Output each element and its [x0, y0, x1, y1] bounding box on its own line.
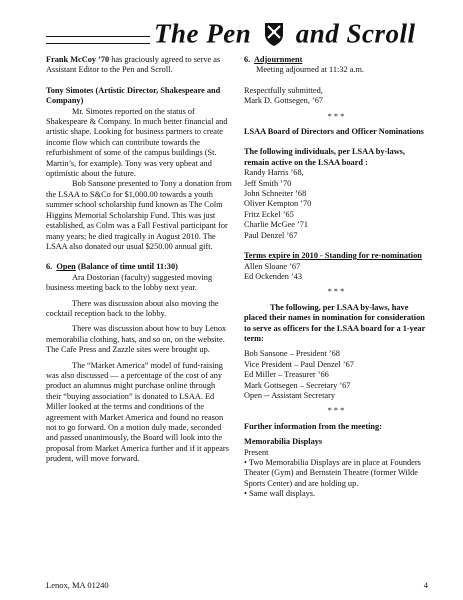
open-paragraph-2: There was discussion about also moving the cocktail reception back to the lobby. [46, 298, 219, 318]
remain-item: Paul Denzel ’67 [244, 230, 298, 240]
left-column [46, 55, 232, 465]
signoff-line-2: Mark D. Gottsegen, ’67 [244, 96, 324, 106]
remain-item: John Schneiter ’68 [244, 189, 307, 199]
open-number: 6. [46, 262, 53, 272]
nominated-item: Mark Gottsegen – Secretary ’67 [244, 380, 351, 390]
nominated-item: Ed Miller – Treasurer ’66 [244, 370, 329, 380]
memorabilia-bullet-2: • Same wall displays. [244, 489, 316, 499]
nominated-item: Bob Sansone – President ’68 [244, 349, 340, 359]
board-heading: LSAA Board of Directors and Officer Nominations [244, 127, 424, 137]
remain-item: Oliver Kempton ’70 [244, 199, 312, 209]
remain-item: Fritz Eckel ’65 [244, 209, 294, 219]
simotes-paragraph-1: Mr. Simotes reported on the status of Shakespeare & Company. In much better financial and artistic shape. Looking for business partners to create income flow which can contribute towards the refurbishment of some of the campus buildings (St. Martin’s, for example). Tony was very upbeat and optimistic about the future. [46, 106, 228, 179]
nominated-item: Open -- Assistant Secretary [244, 390, 336, 400]
masthead-title [154, 16, 424, 49]
masthead [46, 14, 424, 50]
remain-item: Jeff Smith ’70 [244, 178, 292, 188]
simotes-heading: Tony Simotes (Artistic Director, Shakespeare and Company) [46, 85, 221, 106]
page-number: 4 [423, 580, 428, 590]
memorabilia-status: Present [244, 447, 269, 457]
open-paragraph-4: The “Market America” model of fund-raising was also discussed — a percentage of the cost of any product an alumnus might purchase online through their “buying association” is donated to LSAA. Ed Miller looked at the terms and conditions of the agreement with Market America and found no reason not to go forward. On a motion duly made, seconded and passed unanimously, the Board will look into the proposal from Market America further and if it appears prudent, will move forward. [46, 360, 229, 464]
nominated-item: Vice President – Paul Denzel ’67 [244, 359, 354, 369]
adjournment-label: Adjournment [253, 55, 303, 64]
separator-stars-1: * * * [327, 111, 345, 121]
nominated-heading: The following, per LSAA by-laws, have placed their names in nomination for consideration to serve as officers for the LSAA board for a 1-year term: [244, 302, 426, 343]
footer-location: Lenox, MA 01240 [46, 580, 109, 590]
footer [46, 580, 428, 590]
memorabilia-heading: Memorabilia Displays [244, 437, 323, 447]
terms-heading: Terms expire in 2010 - Standing for re-nomination [244, 251, 422, 261]
right-column [244, 55, 428, 500]
separator-stars-2: * * * [327, 287, 345, 297]
open-paragraph-3: There was discussion about how to buy Lenox memorabilia clothing, hats, and so on, on the website. The Cafe Press and Zazzle sites were brought up. [46, 324, 227, 355]
simotes-paragraph-2: Bob Sansone presented to Tony a donation from the LSAA to S&Co for $1,000.00 towards a youth summer school scholarship fund known as The Colm Higgins Memorial Scholarship Fund. This was just established, as Colm was a Fall Festival participant for many years; he died tragically in August 2010. The LSAA also donated our usual $250.00 annual gift. [46, 179, 232, 251]
open-heading-rest: (Balance of time until 11:30) [75, 262, 178, 272]
crest-icon [263, 21, 285, 47]
memorabilia-bullet-1: • Two Memorabilia Displays are in place at Founders Theater (Gym) and Bernstein Theatre (former Wilde Sports Center) and are holding up. [244, 458, 421, 488]
intro-paragraph [46, 55, 232, 76]
further-heading: Further information from the meeting: [244, 421, 382, 431]
intro-name: Frank McCoy ’70 [46, 55, 110, 64]
adjournment-number: 6. [244, 55, 251, 64]
open-paragraph-1: Ara Dostorian (faculty) suggested moving business meeting back to the lobby next year. [46, 272, 213, 293]
signoff-line-1: Respectfully submitted, [244, 85, 323, 95]
terms-item: Ed Ockenden ’43 [244, 271, 303, 281]
open-heading [46, 262, 232, 272]
masthead-rule [46, 36, 150, 44]
title-part-1: The Pen [154, 18, 252, 49]
remain-item: Randy Harris ’68, [244, 168, 304, 178]
remain-item: Charlie McGee ’71 [244, 220, 309, 230]
remain-heading: The following individuals, per LSAA by-laws, remain active on the LSAA board : [244, 147, 405, 167]
terms-item: Allen Sloane ’67 [244, 261, 301, 271]
open-heading-label: Open [56, 262, 76, 272]
adjournment-text: Meeting adjourned at 11:32 a.m. [256, 65, 364, 75]
title-part-2: and Scroll [295, 18, 416, 49]
intro-text: has graciously agreed to serve as Assistant Editor to the Pen and Scroll. [46, 55, 221, 75]
separator-stars-3: * * * [327, 406, 345, 416]
adjournment-heading [244, 55, 428, 65]
